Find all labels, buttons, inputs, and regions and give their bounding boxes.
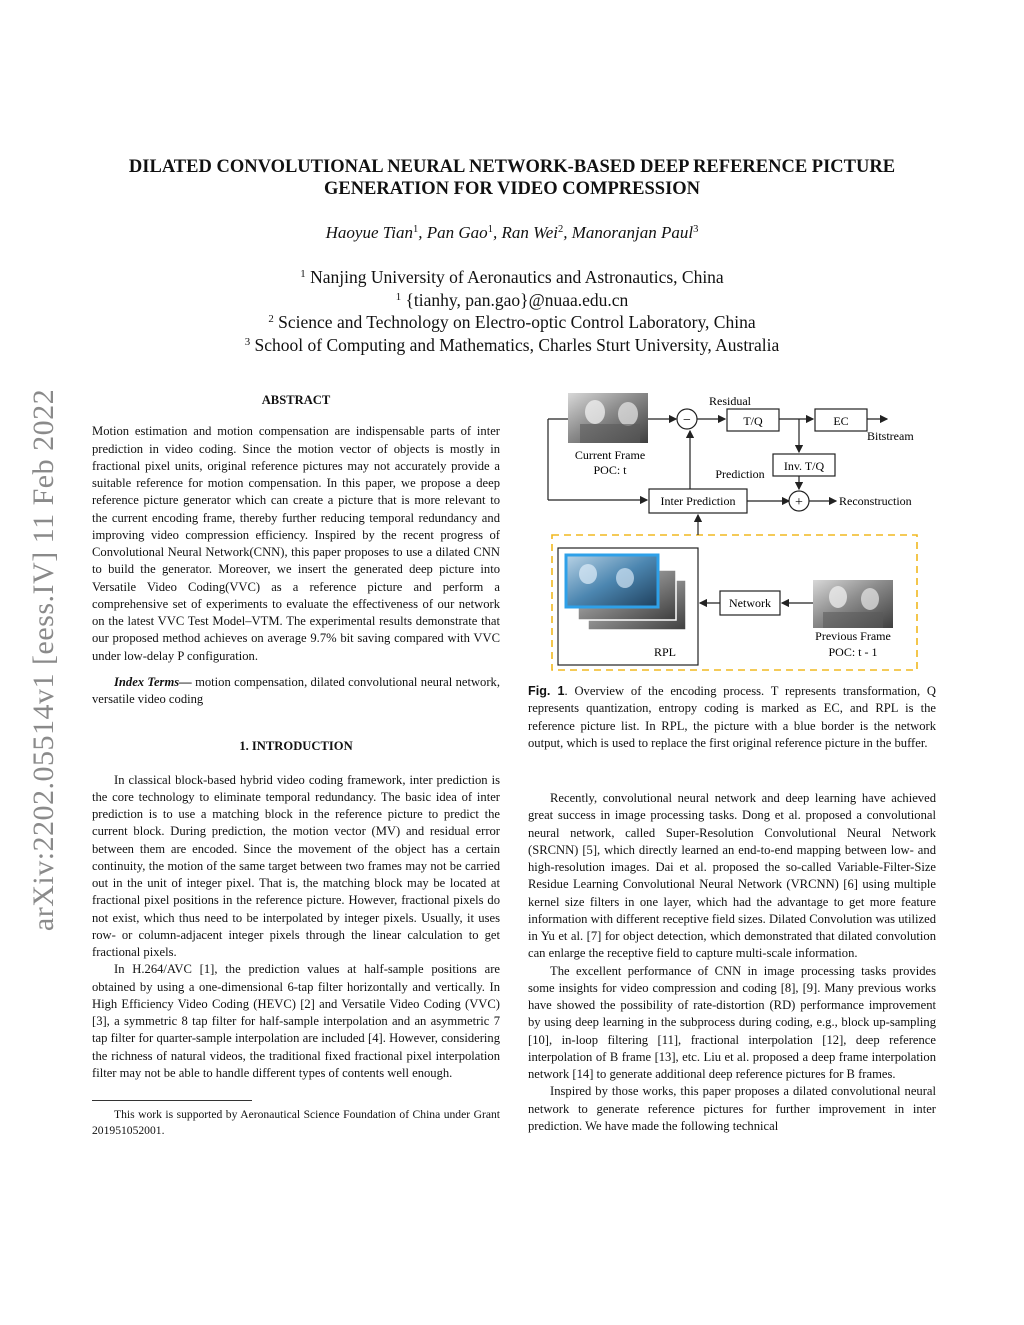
figure-caption xyxy=(528,683,936,752)
author-list xyxy=(80,223,944,243)
current-frame-image xyxy=(568,393,648,443)
index-terms-text: motion compensation, dilated convolutional neural network, versatile video coding xyxy=(92,674,500,706)
author-name: Haoyue Tian xyxy=(325,223,413,242)
residual-label: Residual xyxy=(709,394,751,408)
generated-reference-picture xyxy=(566,555,658,607)
index-terms xyxy=(92,674,500,709)
bitstream-label: Bitstream xyxy=(867,429,914,443)
affiliation-number: 2 xyxy=(268,313,274,326)
abstract-heading: ABSTRACT xyxy=(261,393,331,407)
footnote-divider xyxy=(92,1100,252,1101)
author-separator: , xyxy=(418,223,427,242)
title-line-1: DILATED CONVOLUTIONAL NEURAL NETWORK-BASED DEEP REFERENCE PICTURE xyxy=(128,157,896,177)
funding-footnote: This work is supported by Aeronautical Science Foundation of China under Grant 201951052001. xyxy=(92,1108,500,1137)
index-terms-label: Index Terms— xyxy=(114,674,192,689)
previous-frame-image xyxy=(813,580,893,628)
author-name: Ran Wei xyxy=(501,223,558,242)
arxiv-identifier: arXiv:2202.05514v1 [eess.IV] 11 Feb 2022 xyxy=(27,388,60,932)
related-work-paragraph-1: Recently, convolutional neural network and deep learning have achieved great success in image processing tasks. Dong et al. proposed a convolutional neural network, called Super-Resolution Convolutional Neural Network (SRCNN) [5], which directly learned an end-to-end mapping between low- and high-resolution images. Dai et al. proposed the so-called Variable-Filter-Size Residue Learning Convolutional Neural Network (VRCNN) [6] using multiple kernel size filters in one layer, which had the advantage to get more feature information with different receptive field sizes. Dilated Convolution was utilized in Yu et al. [7] for object detection, which demonstrated that dilated convolution can enlarge the receptive field to capture multi-scale information. xyxy=(528,791,936,961)
related-work-paragraph-3: Inspired by those works, this paper proposes a dilated convolutional neural network to generate reference pictures for further improvement in inter prediction. We have made the following technical xyxy=(528,1084,936,1133)
rpl-label: RPL xyxy=(653,645,677,659)
author-separator: , xyxy=(492,223,502,242)
network-label: Network xyxy=(729,596,771,610)
inverse-tq-label: Inv. T/Q xyxy=(783,459,825,473)
current-frame-label: Current Frame xyxy=(574,448,646,462)
affiliation-number: 3 xyxy=(244,336,251,349)
tq-label: T/Q xyxy=(743,414,763,428)
figure-caption-label: Fig. 1 xyxy=(528,684,565,698)
figure-caption-text: . Overview of the encoding process. T represents transformation, Q represents quantization, entropy coding is marked as EC, and RPL is the reference picture list. In RPL, the picture with a blue border is the network output, which is used to replace the first original reference picture in the buffer. xyxy=(528,684,936,750)
author-affiliation-mark: 1 xyxy=(487,224,493,236)
affiliation-text: School of Computing and Mathematics, Charles Sturt University, Australia xyxy=(250,335,780,356)
affiliation-line xyxy=(80,334,944,357)
left-column xyxy=(92,392,500,1138)
affiliation-line xyxy=(80,289,944,312)
author-separator: , xyxy=(563,223,572,242)
abstract-text: Motion estimation and motion compensation are indispensable parts of inter prediction in video coding. Since the motion vector of objects is mostly in fractional pixel units, original reference pictures may not accurately provide a suitable reference for motion compensation. In this paper, we propose a deep reference picture generator which can create a picture that is more relevant to the current encoding frame, thereby further reducing temporal redundancy and improving video compression efficiency. Inspired by the recent progress of Convolutional Neural Network(CNN), this paper proposes to use a dilated CNN to build the generator. Moreover, we insert the generated deep picture into Versatile Video Coding(VVC) as a reference picture and perform a comprehensive set of experiments to evaluate the effectiveness of our network on the latest VVC Test Model–VTM. The experimental results demonstrate that our proposed method achieves on average 9.7% bit saving compared with VVC under low-delay P configuration. xyxy=(92,424,500,663)
affiliation-text: Science and Technology on Electro-optic Control Laboratory, China xyxy=(273,312,756,333)
author-affiliation-mark: 2 xyxy=(557,224,564,236)
introduction-heading: 1. INTRODUCTION xyxy=(239,739,353,754)
previous-frame-label: Previous Frame xyxy=(815,629,891,643)
affiliation-email: {tianhy, pan.gao}@nuaa.edu.cn xyxy=(401,289,629,310)
author-name: Pan Gao xyxy=(426,223,488,242)
encoding-process-figure xyxy=(540,390,940,675)
affiliation-line xyxy=(80,311,944,334)
affiliation-number: 1 xyxy=(300,268,306,281)
affiliation-list xyxy=(80,266,944,357)
figure-diagram xyxy=(540,390,940,675)
related-work-paragraph-2: The excellent performance of CNN in image processing tasks provides some insights for video compression and coding [8], [9]. Many previous works have showed the possibility of rate-distortion (RD) performance improvement by using deep learning in the subprocess during coding, e.g., block up-sampling [10], in-loop filtering [11], fractional interpolation [12], deep reference interpolation of B frame [13], etc. Liu et al. proposed a deep frame interpolation network [14] to generate additional deep reference pictures for B frames. xyxy=(528,963,936,1081)
prediction-label: Prediction xyxy=(715,467,765,481)
title-line-2: GENERATION FOR VIDEO COMPRESSION xyxy=(323,179,701,199)
paper-title xyxy=(80,156,944,200)
plus-sign: + xyxy=(795,495,803,510)
inter-prediction-label: Inter Prediction xyxy=(660,494,736,508)
intro-paragraph-2: In H.264/AVC [1], the prediction values at half-sample positions are obtained by using a one-dimensional 6-tap filter horizontally and vertically. In High Efficiency Video Coding (HEVC) [2] and Versatile Video Coding (VVC) [3], a symmetric 8 tap filter for half-sample interpolation and an asymmetric 7 tap filter for quarter-sample interpolation are included [4]. However, considering the richness of natural videos, the traditional fixed fractional pixel interpolation filter may not be able to handle different types of contents well enough. xyxy=(92,962,500,1080)
affiliation-number: 1 xyxy=(395,290,402,303)
minus-sign: − xyxy=(683,413,691,428)
right-column xyxy=(528,790,936,1135)
author-affiliation-mark: 1 xyxy=(413,224,419,236)
affiliation-line xyxy=(80,266,944,289)
author-affiliation-mark: 3 xyxy=(693,224,699,236)
author-name: Manoranjan Paul xyxy=(571,223,694,242)
ec-label: EC xyxy=(833,414,849,428)
reconstruction-label: Reconstruction xyxy=(839,494,912,508)
previous-frame-poc: POC: t - 1 xyxy=(828,645,878,659)
current-frame-poc: POC: t xyxy=(593,463,627,477)
affiliation-text: Nanjing University of Aeronautics and Astronautics, China xyxy=(305,267,724,287)
intro-paragraph-1: In classical block-based hybrid video coding framework, inter prediction is the core technology to eliminate temporal redundancy. The basic idea of inter prediction is to use a matching block in the reference picture to predict the current block. During prediction, the motion vector (MV) and residual error between them are encoded. Since the movement of the object has a certain continuity, the motion of the same target between two frames may not be carried out in the unit of integer pixel. That is, the matching block may be located at fractional pixel positions in the reference picture. However, fractional pixels do not exist, which thus need to be interpolated by integer pixels. Usually, it uses row- or column-adjacent integer pixels through the linear calculation to get fractional pixels. xyxy=(92,772,500,959)
